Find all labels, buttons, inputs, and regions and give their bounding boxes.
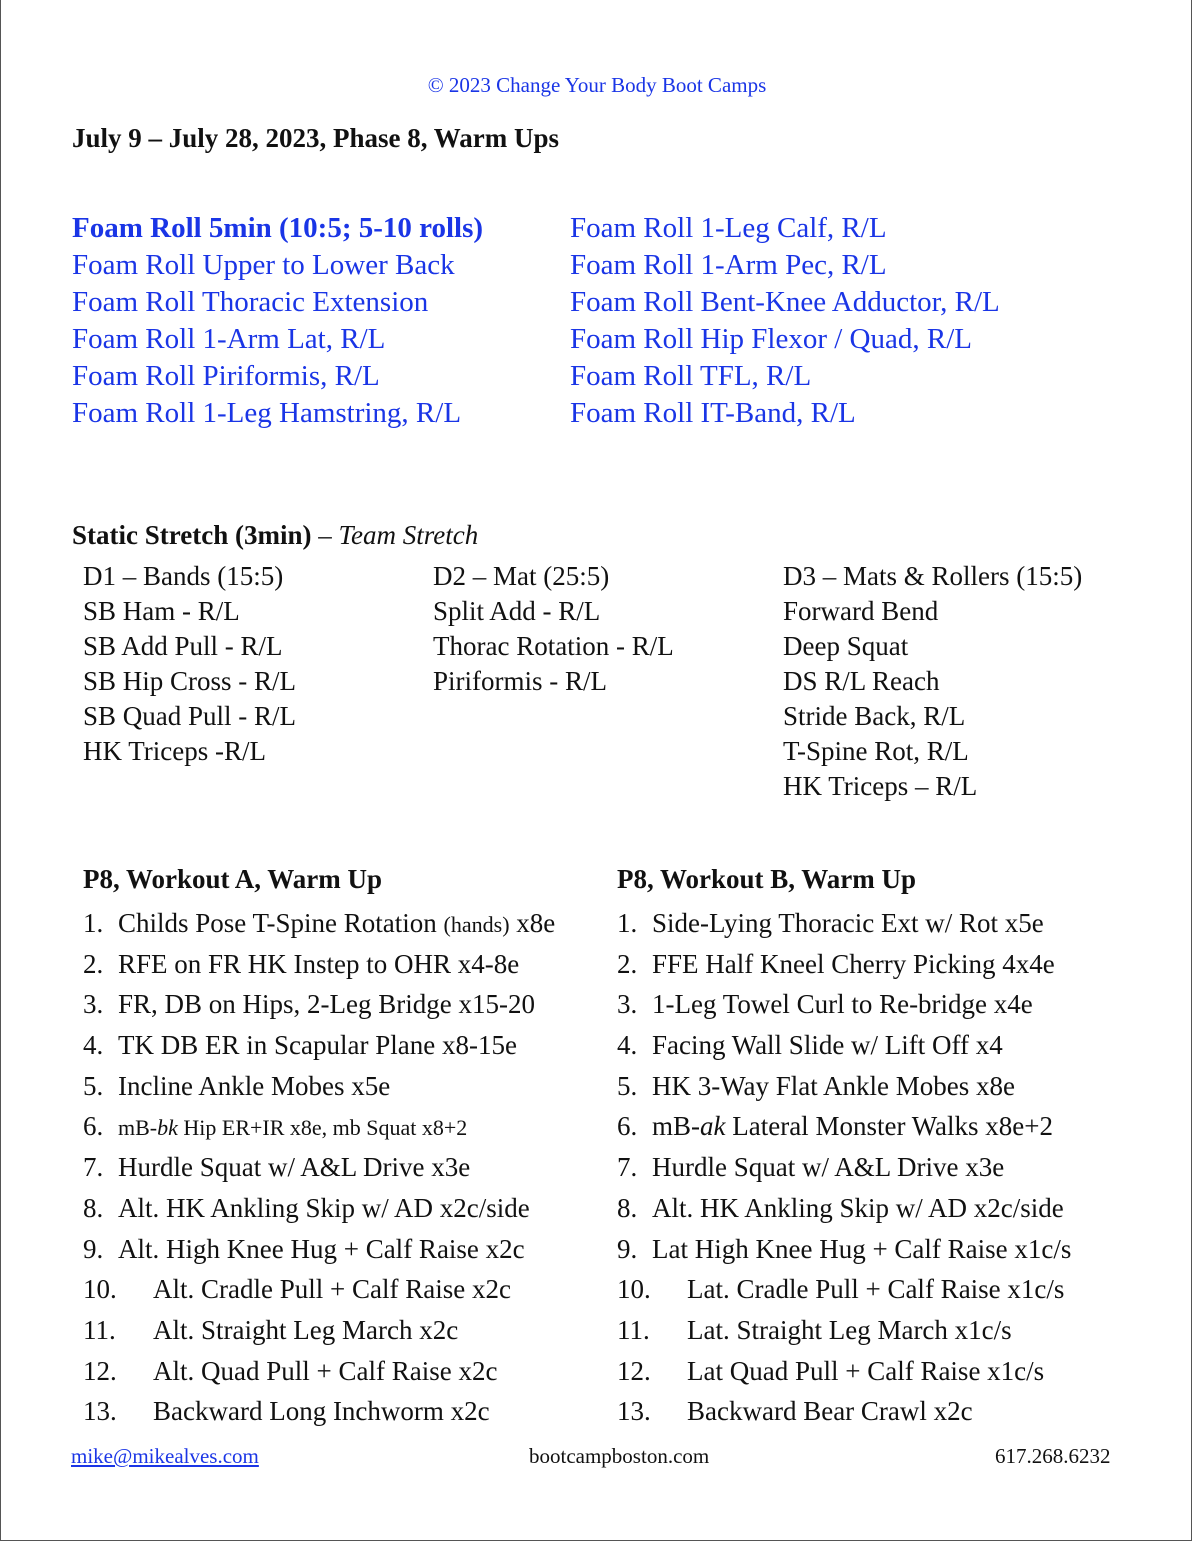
foam-roll-heading: Foam Roll 5min (10:5; 5-10 rolls) — [72, 212, 484, 244]
list-item — [617, 1106, 1071, 1147]
stretch-item: DS R/L Reach — [783, 666, 940, 696]
item-text: Childs Pose T-Spine Rotation — [118, 908, 444, 938]
item-number: 10. — [617, 1274, 651, 1305]
list-item — [617, 1147, 1071, 1188]
item-number: 12. — [617, 1355, 651, 1386]
list-item — [83, 944, 555, 985]
item-number: 9. — [83, 1233, 104, 1264]
stretch-item: T-Spine Rot, R/L — [783, 736, 969, 766]
item-text: mB- — [652, 1111, 701, 1142]
item-number: 11. — [617, 1314, 650, 1345]
list-item — [83, 1147, 555, 1188]
item-text: Alt. HK Ankling Skip w/ AD x2c/side — [652, 1192, 1064, 1223]
static-stretch-title: Static Stretch (3min) — [72, 520, 312, 550]
list-item — [83, 1229, 555, 1270]
list-item — [83, 1351, 555, 1392]
foam-roll-item: Foam Roll Upper to Lower Back — [72, 249, 455, 281]
foam-roll-item: Foam Roll 1-Arm Pec, R/L — [570, 249, 887, 281]
item-text-end: Lateral Monster Walks x8e+2 — [725, 1111, 1053, 1142]
list-item — [617, 1351, 1071, 1392]
item-text: Alt. Quad Pull + Calf Raise x2c — [153, 1355, 498, 1386]
list-item — [83, 984, 555, 1025]
list-item — [83, 1025, 555, 1066]
list-item — [617, 1269, 1071, 1310]
item-text: Backward Long Inchworm x2c — [153, 1396, 490, 1427]
stretch-item: Split Add - R/L — [433, 596, 601, 626]
workout-b-heading: P8, Workout B, Warm Up — [617, 864, 917, 894]
list-item — [617, 1391, 1071, 1432]
stretch-item: SB Quad Pull - R/L — [83, 701, 297, 731]
list-item — [83, 1066, 555, 1107]
foam-roll-item: Foam Roll Bent-Knee Adductor, R/L — [570, 286, 1000, 318]
foam-roll-item: Foam Roll 1-Leg Hamstring, R/L — [72, 397, 462, 429]
item-text: Alt. Cradle Pull + Calf Raise x2c — [153, 1274, 511, 1305]
email-link[interactable]: mike@mikealves.com — [71, 1444, 259, 1468]
list-item — [617, 1025, 1071, 1066]
item-number: 12. — [83, 1355, 117, 1386]
item-text: Alt. Straight Leg March x2c — [153, 1314, 459, 1345]
item-text: FR, DB on Hips, 2-Leg Bridge x15-20 — [118, 989, 535, 1020]
foam-roll-left-column — [72, 210, 483, 432]
item-number: 2. — [83, 948, 104, 979]
item-number: 5. — [83, 1070, 104, 1101]
item-number: 1. — [83, 908, 104, 938]
copyright-line: © 2023 Change Your Body Boot Camps — [427, 73, 767, 97]
workout-b-list — [617, 903, 1071, 1432]
stretch-item: SB Ham - R/L — [83, 596, 240, 626]
list-item — [83, 1269, 555, 1310]
static-stretch-heading — [72, 520, 478, 551]
stretch-item: HK Triceps -R/L — [83, 736, 267, 766]
stretch-item: Stride Back, R/L — [783, 701, 966, 731]
item-number: 13. — [617, 1396, 651, 1427]
item-text: TK DB ER in Scapular Plane x8-15e — [118, 1030, 517, 1061]
item-text: Incline Ankle Mobes x5e — [118, 1070, 391, 1101]
item-text-end: x8e — [509, 908, 556, 938]
stretch-item: HK Triceps – R/L — [783, 771, 978, 801]
item-number: 4. — [617, 1030, 638, 1061]
list-item — [617, 984, 1071, 1025]
foam-roll-item: Foam Roll Piriformis, R/L — [72, 360, 380, 392]
stretch-item: Thorac Rotation - R/L — [433, 631, 674, 661]
item-number: 1. — [617, 908, 638, 938]
phone-number: 617.268.6232 — [995, 1444, 1111, 1468]
heading-dash: – — [311, 520, 339, 550]
item-text-italic: bk — [157, 1115, 178, 1141]
list-item — [83, 1391, 555, 1432]
item-number: 10. — [83, 1274, 117, 1305]
list-item — [83, 1188, 555, 1229]
team-stretch-label: Team Stretch — [338, 520, 479, 550]
item-number: 2. — [617, 948, 638, 979]
item-text: HK 3-Way Flat Ankle Mobes x8e — [652, 1070, 1016, 1101]
foam-roll-item: Foam Roll Thoracic Extension — [72, 286, 429, 318]
stretch-column-d2 — [433, 559, 674, 699]
stretch-item: D2 – Mat (25:5) — [433, 561, 610, 591]
list-item — [617, 1066, 1071, 1107]
stretch-item: Forward Bend — [783, 596, 939, 626]
stretch-item: D1 – Bands (15:5) — [83, 561, 284, 591]
item-text: Lat Quad Pull + Calf Raise x1c/s — [687, 1355, 1045, 1386]
foam-roll-item: Foam Roll IT-Band, R/L — [570, 397, 856, 429]
item-number: 7. — [617, 1152, 638, 1183]
item-text: mB- — [118, 1115, 158, 1141]
foam-roll-item: Foam Roll Hip Flexor / Quad, R/L — [570, 323, 972, 355]
list-item — [83, 1106, 555, 1147]
item-number: 13. — [83, 1396, 117, 1427]
item-text: Side-Lying Thoracic Ext w/ Rot x5e — [652, 908, 1044, 938]
foam-roll-item: Foam Roll 1-Arm Lat, R/L — [72, 323, 386, 355]
stretch-item: SB Add Pull - R/L — [83, 631, 283, 661]
item-number: 5. — [617, 1070, 638, 1101]
item-number: 11. — [83, 1314, 116, 1345]
item-text: Lat. Straight Leg March x1c/s — [687, 1314, 1012, 1345]
item-text: Hurdle Squat w/ A&L Drive x3e — [652, 1152, 1005, 1183]
item-number: 8. — [617, 1192, 638, 1223]
website-text: bootcampboston.com — [529, 1444, 710, 1468]
item-text: Backward Bear Crawl x2c — [687, 1396, 973, 1427]
item-number: 7. — [83, 1152, 104, 1183]
item-number: 6. — [83, 1111, 104, 1142]
list-item — [617, 1310, 1071, 1351]
list-item — [83, 1310, 555, 1351]
stretch-column-d1 — [83, 559, 296, 769]
item-text: Lat High Knee Hug + Calf Raise x1c/s — [652, 1233, 1072, 1264]
stretch-item: Deep Squat — [783, 631, 909, 661]
item-number: 4. — [83, 1030, 104, 1061]
item-text: Facing Wall Slide w/ Lift Off x4 — [652, 1030, 1003, 1061]
item-note: (hands) — [443, 912, 510, 937]
item-text-end: Hip ER+IR x8e, mb Squat x8+2 — [177, 1115, 468, 1141]
item-number: 9. — [617, 1233, 638, 1264]
list-item — [617, 944, 1071, 985]
item-text-italic: ak — [700, 1111, 726, 1142]
list-item — [617, 1229, 1071, 1270]
item-text: RFE on FR HK Instep to OHR x4-8e — [118, 948, 520, 979]
item-number: 8. — [83, 1192, 104, 1223]
workout-a-list — [83, 903, 555, 1432]
stretch-item: D3 – Mats & Rollers (15:5) — [783, 561, 1083, 591]
stretch-item: Piriformis - R/L — [433, 666, 607, 696]
item-text: Lat. Cradle Pull + Calf Raise x1c/s — [687, 1274, 1065, 1305]
item-text: 1-Leg Towel Curl to Re-bridge x4e — [652, 989, 1033, 1020]
item-number: 6. — [617, 1111, 638, 1142]
item-number: 3. — [617, 989, 638, 1020]
list-item — [617, 1188, 1071, 1229]
stretch-item: SB Hip Cross - R/L — [83, 666, 297, 696]
item-number: 3. — [83, 989, 104, 1020]
workout-a-heading: P8, Workout A, Warm Up — [83, 864, 383, 894]
page-title: July 9 – July 28, 2023, Phase 8, Warm Ups — [72, 123, 560, 153]
item-text: Alt. High Knee Hug + Calf Raise x2c — [118, 1233, 525, 1264]
item-text: Alt. HK Ankling Skip w/ AD x2c/side — [118, 1192, 530, 1223]
foam-roll-item: Foam Roll 1-Leg Calf, R/L — [570, 212, 887, 244]
item-text: Hurdle Squat w/ A&L Drive x3e — [118, 1152, 471, 1183]
foam-roll-item: Foam Roll TFL, R/L — [570, 360, 812, 392]
list-item — [83, 903, 555, 944]
item-text: FFE Half Kneel Cherry Picking 4x4e — [652, 948, 1055, 979]
foam-roll-right-column — [570, 210, 1000, 432]
stretch-column-d3 — [783, 559, 1082, 804]
list-item — [617, 903, 1071, 944]
